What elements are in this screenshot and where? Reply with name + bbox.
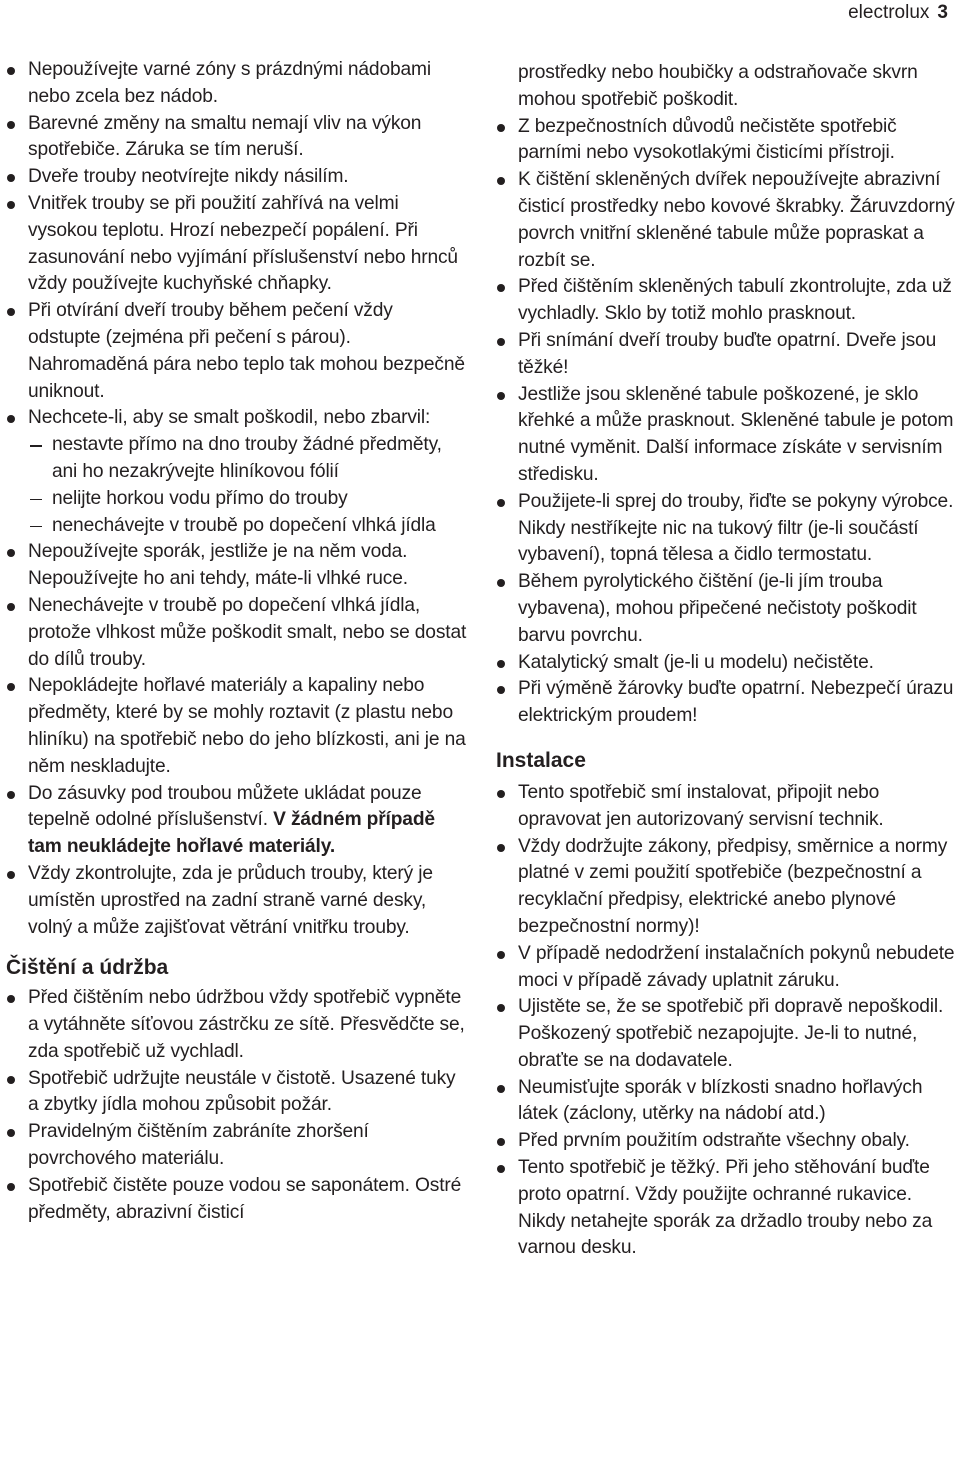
list-item: Katalytický smalt (je-li u modelu) nečistěte. — [496, 650, 958, 677]
installation-list — [496, 780, 958, 1262]
list-item: V případě nedodržení instalačních pokynů nebudete moci v případě závady uplatnit záruku. — [496, 941, 958, 995]
list-item: Dveře trouby neotvírejte nikdy násilím. — [6, 164, 468, 191]
list-item: Při výměně žárovky buďte opatrní. Nebezpečí úrazu elektrickým proudem! — [496, 676, 958, 730]
dash-item: nenechávejte v troubě po dopečení vlhká jídla — [28, 513, 468, 540]
list-item: Při snímání dveří trouby buďte opatrní. Dveře jsou těžké! — [496, 328, 958, 382]
cleaning-list-continued — [496, 114, 958, 730]
list-item: Spotřebič čistěte pouze vodou se saponátem. Ostré předměty, abrazivní čisticí — [6, 1173, 468, 1227]
page-number: 3 — [937, 2, 948, 23]
list-item: Nepokládejte hořlavé materiály a kapaliny nebo předměty, které by se mohly roztavit (z plastu nebo hliníku) na spotřebič nebo do jeho blízkosti, ani je na něm neskladujte. — [6, 673, 468, 780]
section-heading-cleaning: Čištění a údržba — [6, 956, 169, 980]
list-item-text: Nechcete-li, aby se smalt poškodil, nebo zbarvil: — [28, 407, 431, 429]
list-item: Při otvírání dveří trouby během pečení vždy odstupte (zejména při pečení s párou). Nahromaděná pára nebo teplo tak mohou bezpečně uniknout. — [6, 298, 468, 405]
list-item: K čištění skleněných dvířek nepoužívejte abrazivní čisticí prostředky nebo kovové škrabky. Žáruvzdorný povrch vnitřní skleněné tabule může popraskat a rozbít se. — [496, 167, 958, 274]
list-item: Barevné změny na smaltu nemají vliv na výkon spotřebiče. Záruka se tím neruší. — [6, 111, 468, 165]
brand-name: electrolux — [848, 2, 930, 23]
left-column — [6, 57, 468, 1226]
list-item: Nenechávejte v troubě po dopečení vlhká jídla, protože vlhkost může poškodit smalt, nebo se dostat do dílů trouby. — [6, 593, 468, 673]
list-item: Neumisťujte sporák v blízkosti snadno hořlavých látek (záclony, utěrky na nádobí atd.) — [496, 1075, 958, 1129]
list-item-text: Do zásuvky pod troubou můžete ukládat pouze tepelně odolné příslušenství. — [28, 782, 422, 831]
list-item: Vždy dodržujte zákony, předpisy, směrnice a normy platné v zemi použití spotřebiče (bezpečnostní a recyklační předpisy, elektrické anebo plynové bezpečnostní normy)! — [496, 834, 958, 941]
page-header — [848, 0, 948, 26]
warning-text: V žádném případě tam neukládejte hořlavé materiály. — [28, 809, 435, 858]
dash-list — [28, 432, 468, 539]
list-item: Nepoužívejte varné zóny s prázdnými nádobami nebo zcela bez nádob. — [6, 57, 468, 111]
list-item: Vždy zkontrolujte, zda je průduch trouby, který je umístěn uprostřed na zadní straně varné desky, volný a může zajišťovat větrání vnitřku trouby. — [6, 861, 468, 941]
list-item-drawer — [6, 781, 468, 861]
list-item: Jestliže jsou skleněné tabule poškozené, je sklo křehké a může prasknout. Skleněné tabule je potom nutné vyměnit. Další informace získáte v servisním středisku. — [496, 382, 958, 489]
section-heading-installation: Instalace — [496, 748, 586, 772]
right-column — [496, 60, 958, 1262]
list-item: Pravidelným čištěním zabráníte zhoršení povrchového materiálu. — [6, 1119, 468, 1173]
list-item: Spotřebič udržujte neustále v čistotě. Usazené tuky a zbytky jídla mohou způsobit požár. — [6, 1066, 468, 1120]
list-item: Během pyrolytického čištění (je-li jím trouba vybavena), mohou připečené nečistoty poškodit barvu povrchu. — [496, 569, 958, 649]
continued-text: prostředky nebo houbičky a odstraňovače skvrn mohou spotřebič poškodit. — [518, 62, 918, 110]
list-item-enamel — [6, 405, 468, 539]
dash-item: nestavte přímo na dno trouby žádné předměty, ani ho nezakrývejte hliníkovou fólií — [28, 432, 468, 486]
cleaning-list — [6, 985, 468, 1226]
safety-list — [6, 57, 468, 941]
list-item: Vnitřek trouby se při použití zahřívá na velmi vysokou teplotu. Hrozí nebezpečí popálení. Při zasunování nebo vyjímání příslušenství nebo hrnců vždy používejte kuchyňské chňapky. — [6, 191, 468, 298]
list-item: Před čištěním skleněných tabulí zkontrolujte, zda už vychladly. Sklo by totiž mohlo prasknout. — [496, 274, 958, 328]
list-item: Použijete-li sprej do trouby, řiďte se pokyny výrobce. Nikdy nestříkejte nic na tukový filtr (je-li součástí vybavení), topná tělesa a čidlo termostatu. — [496, 489, 958, 569]
list-item: Před čištěním nebo údržbou vždy spotřebič vypněte a vytáhněte síťovou zástrčku ze sítě. Přesvědčte se, zda spotřebič už vychladl. — [6, 985, 468, 1065]
dash-item: nelijte horkou vodu přímo do trouby — [28, 486, 468, 513]
list-item: Tento spotřebič je těžký. Při jeho stěhování buďte proto opatrní. Vždy použijte ochranné rukavice. Nikdy netahejte sporák za držadlo trouby nebo za varnou desku. — [496, 1155, 958, 1262]
list-item: Ujistěte se, že se spotřebič při dopravě nepoškodil. Poškozený spotřebič nezapojujte. Je-li to nutné, obraťte se na dodavatele. — [496, 994, 958, 1074]
list-item: Tento spotřebič smí instalovat, připojit nebo opravovat jen autorizovaný servisní technik. — [496, 780, 958, 834]
list-item: Z bezpečnostních důvodů nečistěte spotřebič parními nebo vysokotlakými čisticími přístroji. — [496, 114, 958, 168]
list-item: Před prvním použitím odstraňte všechny obaly. — [496, 1128, 958, 1155]
list-item: Nepoužívejte sporák, jestliže je na něm voda. Nepoužívejte ho ani tehdy, máte-li vlhké ruce. — [6, 539, 468, 593]
